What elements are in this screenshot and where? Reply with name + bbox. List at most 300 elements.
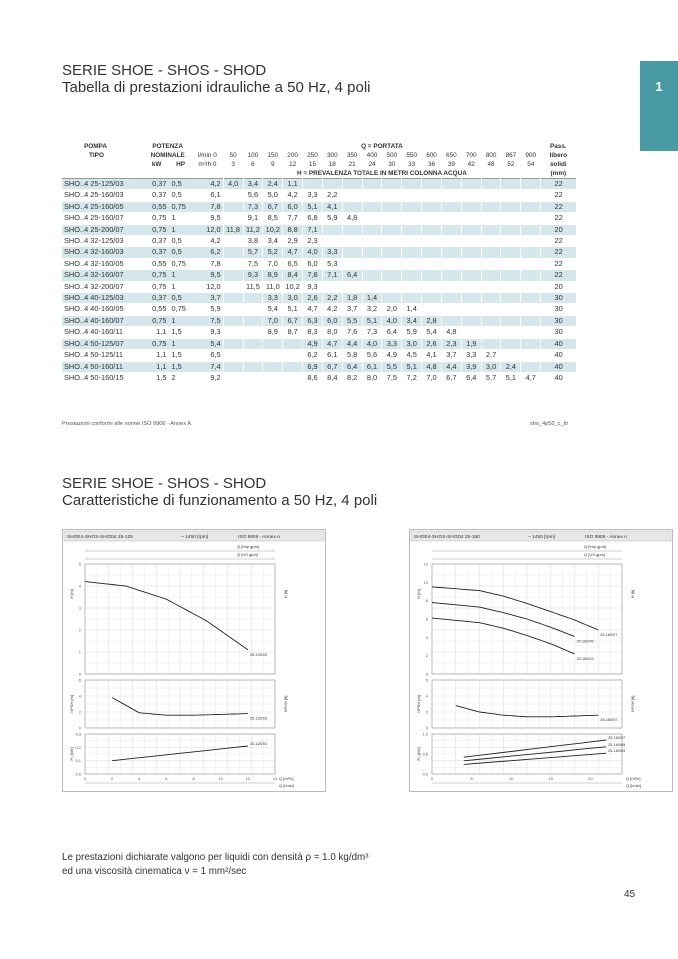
cell-head [382, 179, 402, 190]
cell-solidi: 20 [541, 281, 576, 292]
axis-label-q-us: Q [US gpm] [237, 552, 258, 557]
cell-head [382, 293, 402, 304]
cell-hp: 0,5 [169, 179, 191, 190]
lmin-7: 400 [366, 152, 378, 159]
tick-label: 4 [425, 634, 428, 640]
cell-head [263, 361, 283, 372]
chart-iso: ISO 9906 - Annex A [238, 535, 281, 540]
series-label: 25-160/05 [608, 742, 626, 747]
cell-h0: 7,4 [192, 361, 224, 372]
cell-head: 1,4 [402, 304, 422, 315]
series-label: 25-160/03 [576, 656, 594, 661]
header-nominale: NOMINALE [150, 152, 185, 159]
cell-head: 7,8 [303, 270, 323, 281]
cell-head [382, 281, 402, 292]
cell-head: 3,0 [481, 361, 501, 372]
cell-head [422, 190, 442, 201]
cell-hp: 0,75 [169, 258, 191, 269]
cell-head: 6,5 [283, 258, 303, 269]
cell-head: 8,5 [263, 213, 283, 224]
cell-head: 6,9 [303, 361, 323, 372]
cell-head [481, 179, 501, 190]
cell-head: 4,9 [303, 338, 323, 349]
header-solidi: solidi [549, 161, 567, 168]
cell-head: 8,4 [283, 270, 303, 281]
header-portata: Q = PORTATA [361, 143, 403, 150]
tick-label: 2 [111, 776, 114, 781]
cell-head [402, 281, 422, 292]
cell-head [441, 201, 461, 212]
cell-hp: 0,75 [169, 304, 191, 315]
cell-head [521, 213, 541, 224]
cell-head [342, 236, 362, 247]
tick-label: 4 [138, 776, 141, 781]
cell-head [501, 179, 521, 190]
cell-head: 4,7 [322, 338, 342, 349]
cell-head: 6,1 [322, 350, 342, 361]
cell-head: 7,0 [263, 315, 283, 326]
cell-pump-type: SHO..4 32-160/03 [62, 247, 144, 258]
cell-head [402, 247, 422, 258]
cell-head [501, 338, 521, 349]
axis-label-q-m3h: Q [m³/h] [279, 776, 294, 781]
cell-head [223, 293, 243, 304]
cell-head [441, 224, 461, 235]
cell-head: 6,4 [342, 361, 362, 372]
m3h-8: 30 [388, 161, 396, 168]
cell-head [521, 281, 541, 292]
cell-head [521, 338, 541, 349]
cell-h0: 6,2 [192, 247, 224, 258]
cell-head: 4,0 [362, 338, 382, 349]
cell-head [441, 247, 461, 258]
tick-label: 5 [470, 776, 473, 781]
cell-head [481, 304, 501, 315]
axis-label-npsh-m: NPSH [m] [69, 695, 74, 713]
header-mm: (mm) [550, 170, 567, 177]
cell-head [422, 293, 442, 304]
cell-head [263, 372, 283, 383]
tick-label: 4 [425, 693, 428, 699]
cell-head: 4,5 [402, 350, 422, 361]
cell-head: 5,1 [303, 201, 323, 212]
section-title-2: SERIE SHOE - SHOS - SHOD [62, 475, 267, 492]
cell-head [283, 372, 303, 383]
cell-head: 4,4 [342, 338, 362, 349]
cell-solidi: 40 [541, 361, 576, 372]
axis-label-npsh-m: NPSH [m] [416, 695, 421, 713]
cell-head [402, 293, 422, 304]
cell-head [521, 293, 541, 304]
cell-head [322, 236, 342, 247]
cell-head: 5,4 [263, 304, 283, 315]
cell-h0: 4,2 [192, 179, 224, 190]
cell-head [521, 361, 541, 372]
cell-head: 8,9 [263, 270, 283, 281]
cell-kw: 1,1 [144, 361, 170, 372]
lmin-8: 500 [386, 152, 398, 159]
tick-label: 2 [425, 653, 428, 659]
cell-head: 2,2 [322, 190, 342, 201]
cell-head: 11,0 [263, 281, 283, 292]
cell-kw: 0,75 [144, 224, 170, 235]
cell-head [461, 201, 481, 212]
cell-kw: 0,75 [144, 338, 170, 349]
cell-head [382, 236, 402, 247]
chart-25-160-svg [410, 530, 672, 791]
cell-head [402, 213, 422, 224]
tick-label: 4 [78, 693, 81, 699]
table-row [62, 179, 576, 190]
tick-label: 0 [83, 776, 87, 781]
cell-head: 8,2 [342, 372, 362, 383]
tick-label: 1 [78, 649, 81, 655]
cell-head: 6,7 [322, 361, 342, 372]
cell-head [223, 361, 243, 372]
chart-model: SHOE4-SHOS-SHOD4 25-160 [414, 535, 480, 540]
cell-head [382, 247, 402, 258]
cell-head [422, 247, 442, 258]
cell-head: 5,1 [283, 304, 303, 315]
cell-head [521, 270, 541, 281]
chapter-tab: 1 [640, 61, 678, 151]
cell-head [382, 270, 402, 281]
cell-head: 8,4 [322, 372, 342, 383]
cell-head [342, 201, 362, 212]
cell-solidi: 22 [541, 190, 576, 201]
cell-head [461, 258, 481, 269]
lmin-4: 250 [307, 152, 318, 159]
cell-head [223, 236, 243, 247]
cell-head [441, 179, 461, 190]
header-libero: libero [549, 152, 568, 159]
cell-h0: 7,8 [192, 258, 224, 269]
cell-head: 6,4 [461, 372, 481, 383]
cell-pump-type: SHO..4 40-160/05 [62, 304, 144, 315]
cell-kw: 1,5 [144, 372, 170, 383]
cell-head: 7,1 [322, 270, 342, 281]
cell-head [461, 224, 481, 235]
lmin-13: 800 [485, 152, 497, 159]
lmin-11: 650 [446, 152, 457, 159]
cell-head: 2,9 [283, 236, 303, 247]
cell-head [461, 213, 481, 224]
m3h-7: 24 [368, 161, 376, 168]
lmin-6: 350 [346, 152, 358, 159]
axis-label-h-ft: H [ft] [283, 589, 288, 599]
cell-head: 2,3 [441, 338, 461, 349]
cell-head: 7,5 [243, 258, 263, 269]
cell-head [441, 213, 461, 224]
cell-head: 11,5 [243, 281, 263, 292]
cell-head [481, 281, 501, 292]
axis-label-q-imp: Q [Imp gpm] [584, 544, 607, 549]
header-hp: HP [176, 161, 185, 168]
cell-pump-type: SHO..4 40-160/07 [62, 315, 144, 326]
header-tipo: TIPO [89, 152, 104, 159]
section-title: SERIE SHOE - SHOS - SHOD [62, 62, 267, 79]
cell-head: 6,7 [441, 372, 461, 383]
cell-solidi: 30 [541, 293, 576, 304]
cell-kw: 1,1 [144, 327, 170, 338]
axis-label-npsh-ft: NPSH [ft] [630, 695, 635, 713]
cell-head [362, 247, 382, 258]
cell-kw: 0,75 [144, 213, 170, 224]
cell-head [342, 190, 362, 201]
cell-head: 4,8 [342, 213, 362, 224]
cell-hp: 1 [169, 213, 191, 224]
tick-label: 0 [425, 725, 428, 731]
cell-head [501, 293, 521, 304]
cell-head: 7,0 [422, 372, 442, 383]
header-pompa: POMPA [84, 143, 107, 150]
axis-label-q-us: Q [US gpm] [584, 552, 605, 557]
tick-label: 0 [425, 671, 428, 677]
cell-head: 3,4 [243, 179, 263, 190]
cell-pump-type: SHO..4 25-200/07 [62, 224, 144, 235]
cell-head [441, 190, 461, 201]
axis-label-npsh-ft: NPSH [ft] [283, 695, 288, 713]
tick-label: 0.0 [422, 771, 428, 777]
cell-head [402, 270, 422, 281]
m3h-10: 36 [427, 161, 436, 168]
tick-label: 6 [78, 677, 81, 683]
cell-hp: 1 [169, 315, 191, 326]
cell-head: 3,7 [441, 350, 461, 361]
table-row [62, 201, 576, 212]
cell-head [402, 190, 422, 201]
cell-pump-type: SHO..4 25-160/07 [62, 213, 144, 224]
cell-head: 3,3 [461, 350, 481, 361]
cell-head [461, 293, 481, 304]
cell-head [223, 201, 243, 212]
cell-solidi: 40 [541, 338, 576, 349]
cell-head [501, 281, 521, 292]
cell-head [303, 179, 323, 190]
cell-head: 1,1 [283, 179, 303, 190]
cell-head: 5,1 [402, 361, 422, 372]
cell-head [521, 190, 541, 201]
axis-label-q-lmin: Q [l/min] [279, 783, 294, 788]
cell-head [223, 258, 243, 269]
lmin-1: 100 [247, 152, 259, 159]
density-note-line2: ed una viscosità cinematica ν = 1 mm²/sec [62, 866, 247, 877]
lmin-12: 700 [465, 152, 477, 159]
page-number: 45 [624, 889, 636, 900]
cell-pump-type: SHO..4 50-125/07 [62, 338, 144, 349]
cell-h0: 9,2 [192, 372, 224, 383]
table-row [62, 372, 576, 383]
cell-head: 4,1 [322, 201, 342, 212]
cell-head: 3,3 [322, 247, 342, 258]
cell-pump-type: SHO..4 50-160/11 [62, 361, 144, 372]
cell-head [362, 236, 382, 247]
cell-head [223, 213, 243, 224]
table-code: sho_4p50_c_th [530, 421, 569, 427]
cell-head: 4,8 [422, 361, 442, 372]
cell-h0: 4,2 [192, 236, 224, 247]
cell-hp: 0,5 [169, 236, 191, 247]
table-row [62, 247, 576, 258]
cell-head: 4,8 [441, 327, 461, 338]
cell-pump-type: SHO..4 50-125/11 [62, 350, 144, 361]
cell-head [481, 327, 501, 338]
cell-pump-type: SHO..4 50-160/15 [62, 372, 144, 383]
cell-kw: 0,55 [144, 201, 170, 212]
cell-head [243, 304, 263, 315]
cell-head: 3,2 [362, 304, 382, 315]
chart-25-160 [409, 529, 673, 792]
section-subtitle: Tabella di prestazioni idrauliche a 50 Hz, 4 poli [62, 79, 371, 96]
cell-head [441, 293, 461, 304]
chart-model: SHOE4-SHOS-SHOD4 25-125 [67, 535, 133, 540]
cell-head: 7,5 [382, 372, 402, 383]
m3h-14: 52 [507, 161, 515, 168]
cell-head: 2,4 [501, 361, 521, 372]
cell-pump-type: SHO..4 25-160/05 [62, 201, 144, 212]
cell-hp: 0,75 [169, 201, 191, 212]
table-row [62, 213, 576, 224]
cell-head [501, 270, 521, 281]
cell-head: 3,4 [402, 315, 422, 326]
cell-head [501, 247, 521, 258]
cell-head [521, 224, 541, 235]
tick-label: 0.3 [75, 731, 81, 737]
cell-head: 2,3 [303, 236, 323, 247]
cell-head: 9,3 [243, 270, 263, 281]
cell-h0: 9,5 [192, 270, 224, 281]
cell-head: 8,9 [263, 327, 283, 338]
axis-label-q-lmin: Q [l/min] [626, 783, 641, 788]
cell-head [501, 236, 521, 247]
cell-head: 5,7 [481, 372, 501, 383]
axis-label-h-ft: H [ft] [630, 589, 635, 599]
cell-h0: 3,7 [192, 293, 224, 304]
m3h-5: 18 [328, 161, 336, 168]
cell-head [322, 224, 342, 235]
cell-head: 5,6 [362, 350, 382, 361]
lmin-2: 150 [267, 152, 279, 159]
cell-head: 4,0 [382, 315, 402, 326]
cell-solidi: 30 [541, 304, 576, 315]
performance-table [62, 142, 576, 384]
table-row [62, 190, 576, 201]
cell-head: 5,7 [243, 247, 263, 258]
series-label: 25-125/03 [249, 716, 267, 721]
lmin-10: 600 [426, 152, 437, 159]
cell-solidi: 40 [541, 350, 576, 361]
series-label: 25-160/07 [600, 718, 618, 723]
cell-head [362, 179, 382, 190]
cell-head: 6,4 [382, 327, 402, 338]
chart-iso: ISO 9906 - Annex A [585, 535, 628, 540]
cell-hp: 1,5 [169, 350, 191, 361]
cell-head: 6,2 [303, 350, 323, 361]
table-row [62, 270, 576, 281]
cell-head [461, 327, 481, 338]
chart-25-125-svg [63, 530, 325, 791]
cell-head [223, 338, 243, 349]
cell-head: 4,0 [303, 247, 323, 258]
cell-head [362, 190, 382, 201]
axis-label-h-m: H [m] [416, 589, 421, 599]
cell-head [283, 338, 303, 349]
cell-hp: 1 [169, 224, 191, 235]
cell-head [501, 315, 521, 326]
tick-label: 2 [78, 709, 81, 715]
cell-head [501, 304, 521, 315]
cell-head: 8,6 [303, 372, 323, 383]
cell-head [422, 236, 442, 247]
cell-head: 4,0 [223, 179, 243, 190]
tick-label: 0.1 [75, 758, 81, 764]
cell-head [342, 247, 362, 258]
tick-label: 10 [218, 776, 223, 781]
cell-hp: 2 [169, 372, 191, 383]
cell-head: 3,9 [461, 361, 481, 372]
series-label: 25-160/03 [608, 749, 626, 754]
tick-label: 8 [425, 598, 428, 604]
table-row [62, 224, 576, 235]
cell-head: 5,2 [263, 247, 283, 258]
cell-head: 4,7 [283, 247, 303, 258]
cell-head [521, 304, 541, 315]
cell-head [481, 213, 501, 224]
tick-label: 12 [245, 776, 251, 781]
cell-h0: 6,1 [192, 190, 224, 201]
cell-head: 2,6 [422, 338, 442, 349]
table-row [62, 258, 576, 269]
cell-head [422, 224, 442, 235]
axis-label-q-m3h: Q [m³/h] [626, 776, 641, 781]
tick-label: 6 [425, 616, 428, 622]
series-label: 25-125/03 [249, 742, 267, 746]
cell-head [362, 270, 382, 281]
cell-head [402, 236, 422, 247]
m3h-1: 6 [251, 161, 255, 168]
cell-head: 2,4 [263, 179, 283, 190]
tick-label: 3 [78, 605, 81, 611]
tick-label: 14 [272, 776, 278, 781]
cell-solidi: 22 [541, 236, 576, 247]
cell-head [402, 224, 422, 235]
cell-head: 11,2 [243, 224, 263, 235]
cell-head: 2,7 [481, 350, 501, 361]
cell-head [481, 201, 501, 212]
cell-head [481, 258, 501, 269]
cell-hp: 1,5 [169, 327, 191, 338]
header-kw: kW [151, 161, 162, 168]
cell-head: 8,3 [303, 327, 323, 338]
cell-head [441, 258, 461, 269]
cell-solidi: 30 [541, 315, 576, 326]
cell-head: 5,9 [322, 213, 342, 224]
cell-hp: 1 [169, 281, 191, 292]
chart-rpm: ~ 1450 [rpm] [181, 535, 209, 540]
cell-h0: 7,8 [192, 201, 224, 212]
cell-h0: 9,5 [192, 213, 224, 224]
cell-head: 7,3 [362, 327, 382, 338]
cell-head [521, 236, 541, 247]
cell-kw: 0,75 [144, 315, 170, 326]
header-m3h: m³/h 0 [198, 161, 217, 168]
cell-head: 5,8 [342, 350, 362, 361]
cell-head [422, 270, 442, 281]
cell-head: 4,7 [521, 372, 541, 383]
cell-head [441, 315, 461, 326]
cell-head [322, 179, 342, 190]
cell-head [422, 304, 442, 315]
